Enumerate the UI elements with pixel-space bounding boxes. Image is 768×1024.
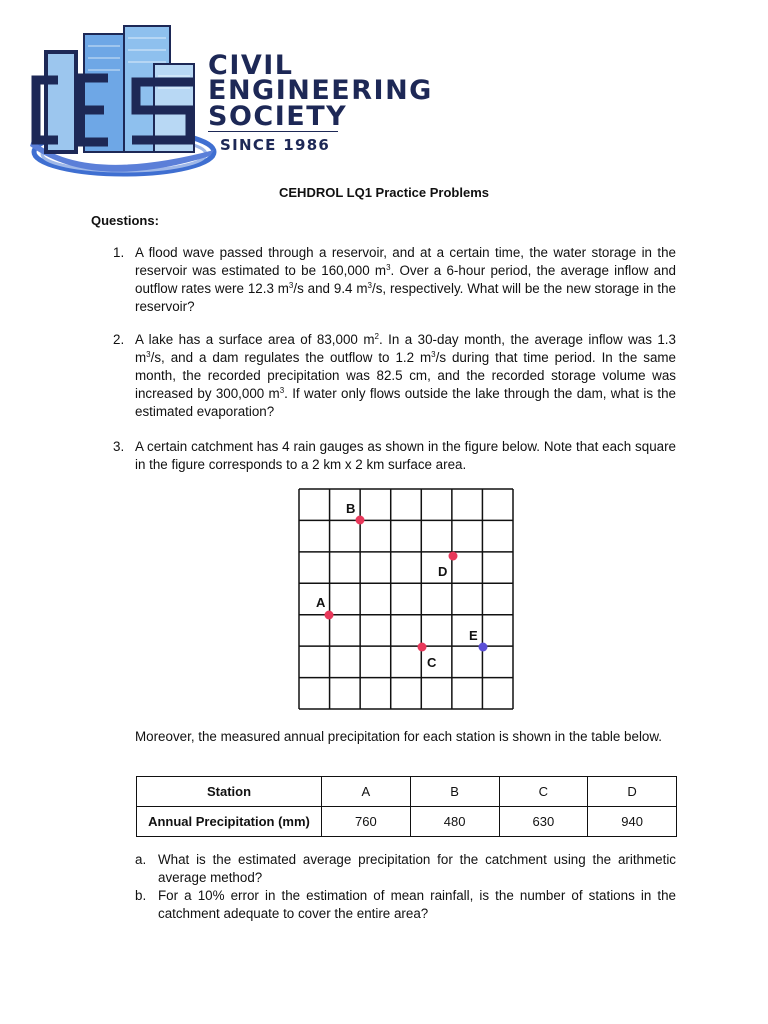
- question-number: 3.: [113, 439, 125, 454]
- table-header-cell: Annual Precipitation (mm): [137, 807, 322, 837]
- question-number: 2.: [113, 332, 125, 347]
- station-A: [316, 595, 334, 620]
- org-name-line-3: SOCIETY: [208, 101, 348, 132]
- catchment-grid-figure: [298, 488, 514, 710]
- table-header-cell: Station: [137, 777, 322, 807]
- table-cell: 630: [499, 807, 588, 837]
- subquestion-letter: b.: [135, 888, 147, 903]
- gauge-marker: [325, 611, 334, 620]
- table-intro-paragraph: Moreover, the measured annual precipitation for each station is shown in the table below.: [135, 729, 663, 744]
- subquestion-a-text: What is the estimated average precipitation for the catchment using the arithmetic average method?: [158, 852, 676, 885]
- table-cell: 940: [588, 807, 677, 837]
- svg-text:C: C: [427, 655, 437, 670]
- question-1-text: A flood wave passed through a reservoir, and at a certain time, the water storage in the reservoir was estimated to be 160,000 $m^3$. Over a 6-hour period, the average inflow and outflow rates were 12.3 $m^3/s$ and 9.4 $m^3/s$, respectively. What will be the new storage in the reservoir?: [135, 245, 676, 314]
- org-name-line-2: ENGINEERING: [208, 75, 433, 106]
- table-row: [137, 777, 677, 807]
- gauge-marker: [479, 643, 488, 652]
- question-number: 1.: [113, 245, 125, 260]
- table-cell: A: [322, 777, 411, 807]
- gauge-marker: [449, 552, 458, 561]
- table-cell: B: [410, 777, 499, 807]
- gauge-marker: [356, 516, 365, 525]
- document-title: CEHDROL LQ1 Practice Problems: [279, 185, 489, 200]
- ces-building-logo-icon: [24, 22, 220, 184]
- svg-text:A: A: [316, 595, 326, 610]
- divider: [208, 131, 338, 132]
- subquestion-letter: a.: [135, 852, 147, 867]
- questions-heading: Questions:: [91, 213, 159, 228]
- table-cell: 480: [410, 807, 499, 837]
- grid-lines: [299, 489, 513, 709]
- precipitation-table: [136, 776, 677, 837]
- station-D: [438, 552, 458, 580]
- table-cell: D: [588, 777, 677, 807]
- org-name-line-1: CIVIL: [208, 50, 294, 81]
- table-cell: C: [499, 777, 588, 807]
- gauge-marker: [418, 643, 427, 652]
- svg-text:B: B: [346, 501, 356, 516]
- question-2-text: A lake has a surface area of 83,000 $m^2$. In a 30-day month, the average inflow was 1.3 $m^3/s$, and a dam regulates the outflow to 1.2 $m^3/s$ during that time period. In the same month, the recorded precipitation was 82.5 cm, and the recorded storage volume was increased by 300,000 $m^3$. If water only flows outside the lake through the dam, what is the estimated evaporation?: [135, 332, 676, 419]
- table-row: [137, 807, 677, 837]
- svg-text:D: D: [438, 564, 448, 579]
- station-E: [469, 628, 488, 652]
- question-3-text: A certain catchment has 4 rain gauges as shown in the figure below. Note that each square in the figure corresponds to a 2 km x 2 km surface area.: [135, 439, 676, 472]
- svg-text:E: E: [469, 628, 478, 643]
- table-cell: 760: [322, 807, 411, 837]
- subquestion-b-text: For a 10% error in the estimation of mean rainfall, is the number of stations in the catchment adequate to cover the entire area?: [158, 888, 676, 921]
- since-year: SINCE 1986: [220, 136, 331, 154]
